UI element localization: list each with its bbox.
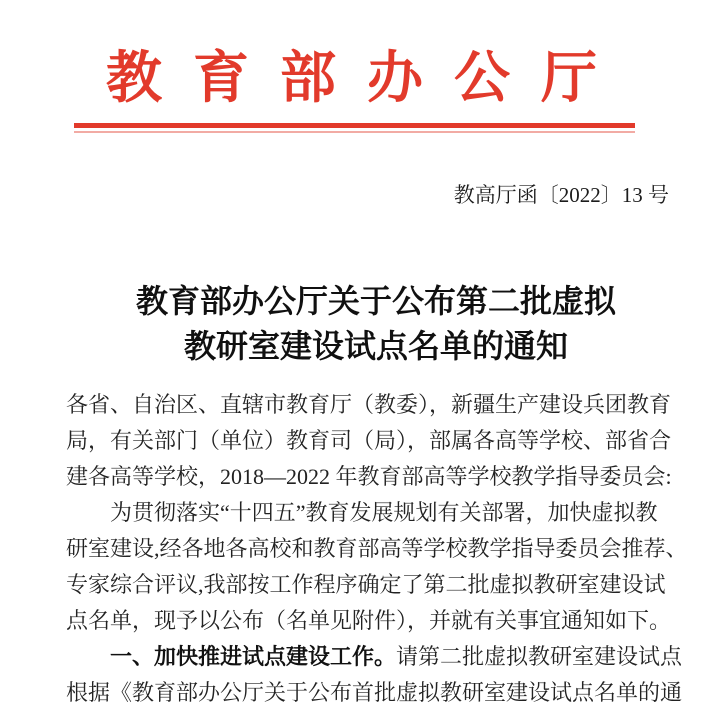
item-1-line: 根据《教育部办公厅关于公布首批虚拟教研室建设试点名单的通 xyxy=(66,680,683,705)
divider-thick-line xyxy=(74,123,635,128)
header-divider xyxy=(74,123,635,133)
intro-paragraph-line: 点名单，现予以公布（名单见附件），并就有关事宜通知如下。 xyxy=(66,608,672,633)
document-body xyxy=(66,387,686,711)
item-1-heading: 一、加快推进试点建设工作。 xyxy=(110,644,397,669)
addressee-line: 局，有关部门（单位）教育司（局），部属各高等学校、部省合 xyxy=(66,428,672,453)
addressee-line: 建各高等学校，2018—2022 年教育部高等学校教学指导委员会: xyxy=(66,464,672,489)
document-title xyxy=(66,279,686,369)
item-1-lead-text: 请第二批虚拟教研室建设试点 xyxy=(396,644,683,669)
intro-paragraph-line: 为贯彻落实“十四五”教育发展规划有关部署，加快虚拟教 xyxy=(110,500,658,525)
intro-paragraph-line: 专家综合评议,我部按工作程序确定了第二批虚拟教研室建设试 xyxy=(66,572,666,597)
addressee-line: 各省、自治区、直辖市教育厅（教委），新疆生产建设兵团教育 xyxy=(66,392,672,417)
intro-paragraph-line: 研室建设,经各地各高校和教育部高等学校教学指导委员会推荐、 xyxy=(66,536,688,561)
document-title-line-2: 教研室建设试点名单的通知 xyxy=(183,328,568,364)
item-1-line xyxy=(66,639,686,675)
divider-thin-line xyxy=(74,131,635,133)
document-title-line-1: 教育部办公厅关于公布第二批虚拟 xyxy=(135,283,616,319)
document-number: 教高厅函〔2022〕13 号 xyxy=(453,183,669,207)
issuing-agency-header: 教育部办公厅 xyxy=(106,48,628,110)
